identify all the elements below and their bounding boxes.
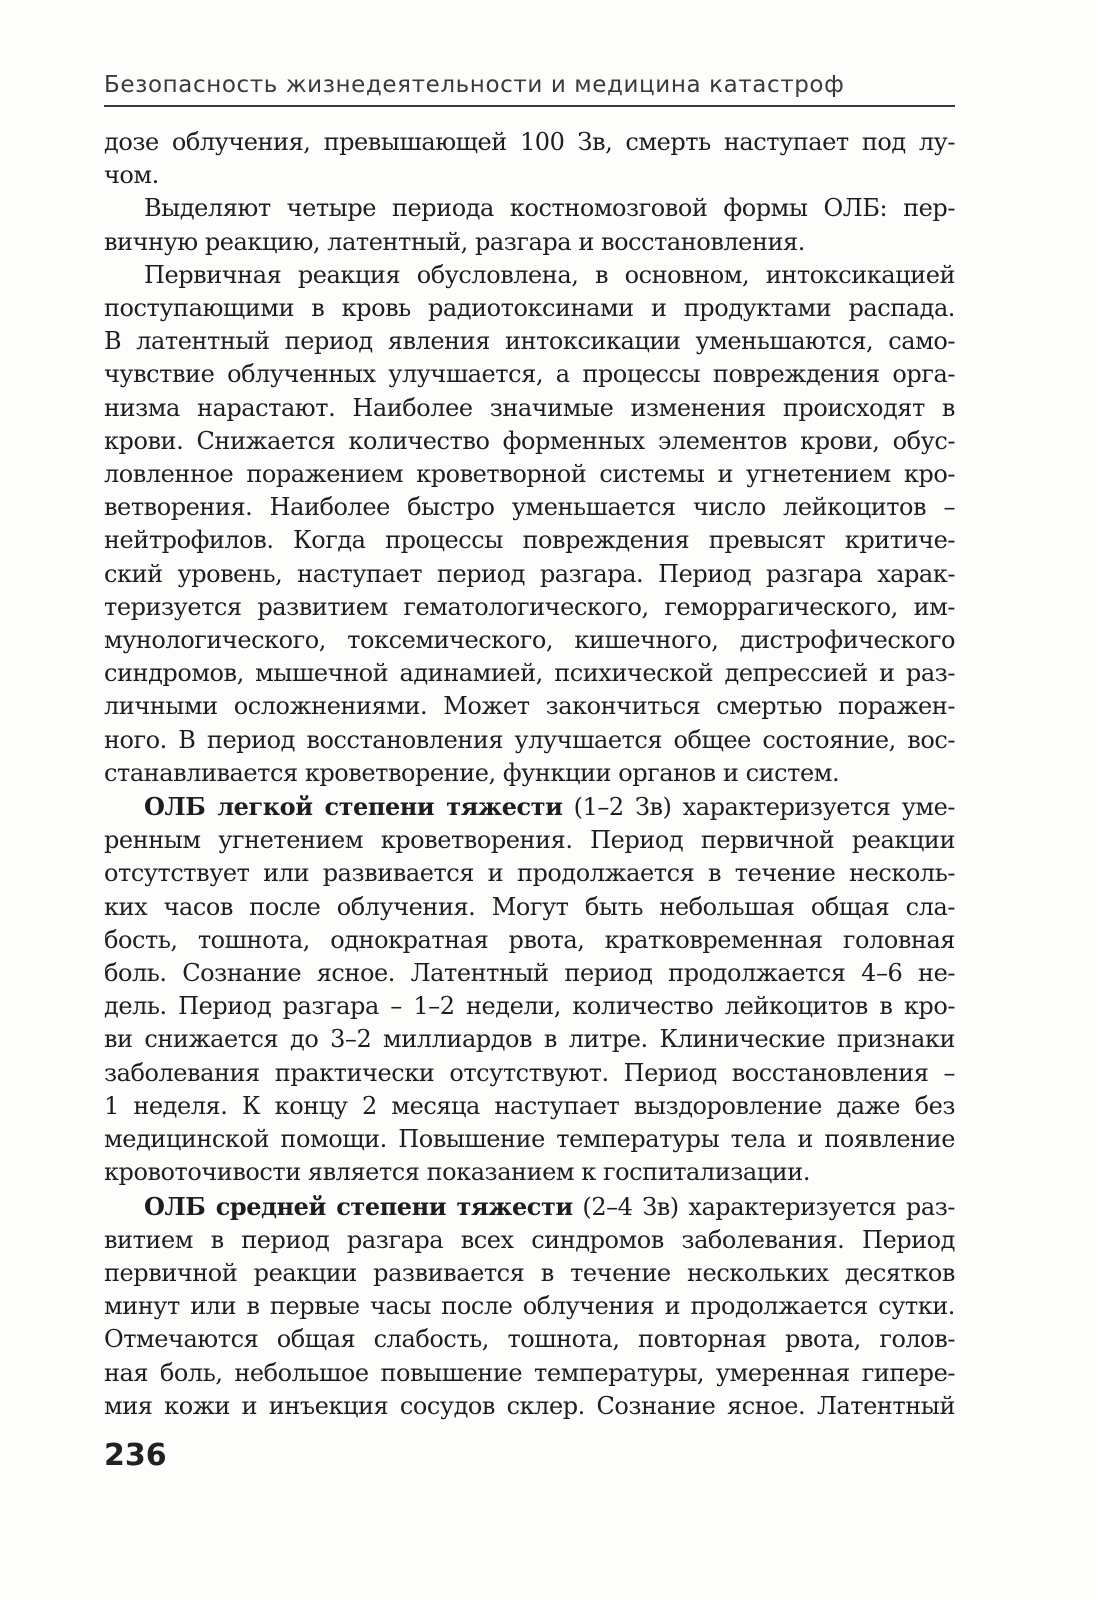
text-line: боль. Сознание ясное. Латентный период продолжается 4–6 не- <box>104 959 955 988</box>
text-line: медицинской помощи. Повышение температуры тела и появление <box>104 1125 955 1154</box>
text-line: нейтрофилов. Когда процессы повреждения превысят критиче- <box>104 526 955 555</box>
text-line: ренным угнетением кроветворения. Период первичной реакции <box>104 826 955 855</box>
text-line: Отмечаются общая слабость, тошнота, повторная рвота, голов- <box>104 1325 955 1354</box>
text-run: (2–4 Зв) характеризуется раз- <box>572 1192 955 1221</box>
text-line: ких часов после облучения. Могут быть небольшая общая сла- <box>104 892 955 921</box>
bold-term-mild: ОЛБ легкой степени тяжести <box>144 792 563 822</box>
text-line: синдромов, мышечной адинамией, психической депрессией и раз- <box>104 659 955 688</box>
page-number: 236 <box>104 1438 167 1473</box>
header-rule <box>104 105 955 107</box>
text-line: дозе облучения, превышающей 100 Зв, смерть наступает под лу- <box>104 128 955 156</box>
body-text <box>104 126 955 1423</box>
text-line: чом. <box>104 161 159 190</box>
text-line: ви снижается до 3–2 миллиардов в литре. Клинические признаки <box>104 1025 955 1054</box>
text-line: личными осложнениями. Может закончиться смертью поражен- <box>104 692 955 721</box>
text-line: ловленное поражением кроветворной системы и угнетением кро- <box>104 460 955 489</box>
text-line: ветворения. Наиболее быстро уменьшается число лейкоцитов – <box>104 493 955 522</box>
text-line: теризуется развитием гематологического, геморрагического, им- <box>104 592 955 621</box>
text-line <box>104 1190 955 1224</box>
text-line <box>104 790 955 824</box>
paragraph-mild-severity <box>104 790 955 1189</box>
paragraph-four-periods <box>104 192 955 258</box>
text-line: мия кожи и инъекция сосудов склер. Сознание ясное. Латентный <box>104 1391 955 1420</box>
text-line: поступающими в кровь радиотоксинами и продуктами распада. <box>104 294 955 323</box>
text-line: отсутствует или развивается и продолжается в течение несколь- <box>104 859 955 888</box>
paragraph-dose-continuation <box>104 126 955 192</box>
text-line: Выделяют четыре периода костномозговой формы ОЛБ: пер- <box>144 194 955 223</box>
text-line: витием в период разгара всех синдромов заболевания. Период <box>104 1225 955 1254</box>
text-line: кровоточивости является показанием к госпитализации. <box>104 1158 811 1187</box>
text-line: чувствие облученных улучшается, а процессы повреждения орга- <box>104 360 955 389</box>
running-header: Безопасность жизнедеятельности и медицина катастроф <box>104 72 845 98</box>
text-line: заболевания практически отсутствуют. Период восстановления – <box>104 1058 955 1087</box>
text-line: вичную реакцию, латентный, разгара и восстановления. <box>104 227 805 256</box>
text-run: (1–2 Зв) характеризуется уме- <box>562 793 956 822</box>
text-line: минут или в первые часы после облучения и продолжается сутки. <box>104 1292 955 1321</box>
text-line: первичной реакции развивается в течение нескольких десятков <box>104 1258 955 1287</box>
paragraph-moderate-severity <box>104 1190 955 1423</box>
text-line: мунологического, токсемического, кишечного, дистрофического <box>104 626 955 655</box>
text-line: бость, тошнота, однократная рвота, кратковременная головная <box>104 925 955 954</box>
text-line: низма нарастают. Наиболее значимые изменения происходят в <box>104 393 955 422</box>
paragraph-primary-reaction <box>104 259 955 790</box>
text-line: дель. Период разгара – 1–2 недели, количество лейкоцитов в кро- <box>104 992 955 1021</box>
text-line: ного. В период восстановления улучшается общее состояние, вос- <box>104 725 955 754</box>
text-line: Первичная реакция обусловлена, в основном, интоксикацией <box>144 260 955 289</box>
text-line: крови. Снижается количество форменных элементов крови, обус- <box>104 426 955 455</box>
bold-term-moderate: ОЛБ средней степени тяжести <box>144 1191 573 1221</box>
text-line: 1 неделя. К концу 2 месяца наступает выздоровление даже без <box>104 1091 955 1120</box>
text-line: ский уровень, наступает период разгара. Период разгара харак- <box>104 559 955 588</box>
text-line: ная боль, небольшое повышение температуры, умеренная гипере- <box>104 1358 955 1387</box>
text-line: В латентный период явления интоксикации уменьшаются, само- <box>104 327 955 356</box>
text-line: станавливается кроветворение, функции органов и систем. <box>104 758 840 787</box>
